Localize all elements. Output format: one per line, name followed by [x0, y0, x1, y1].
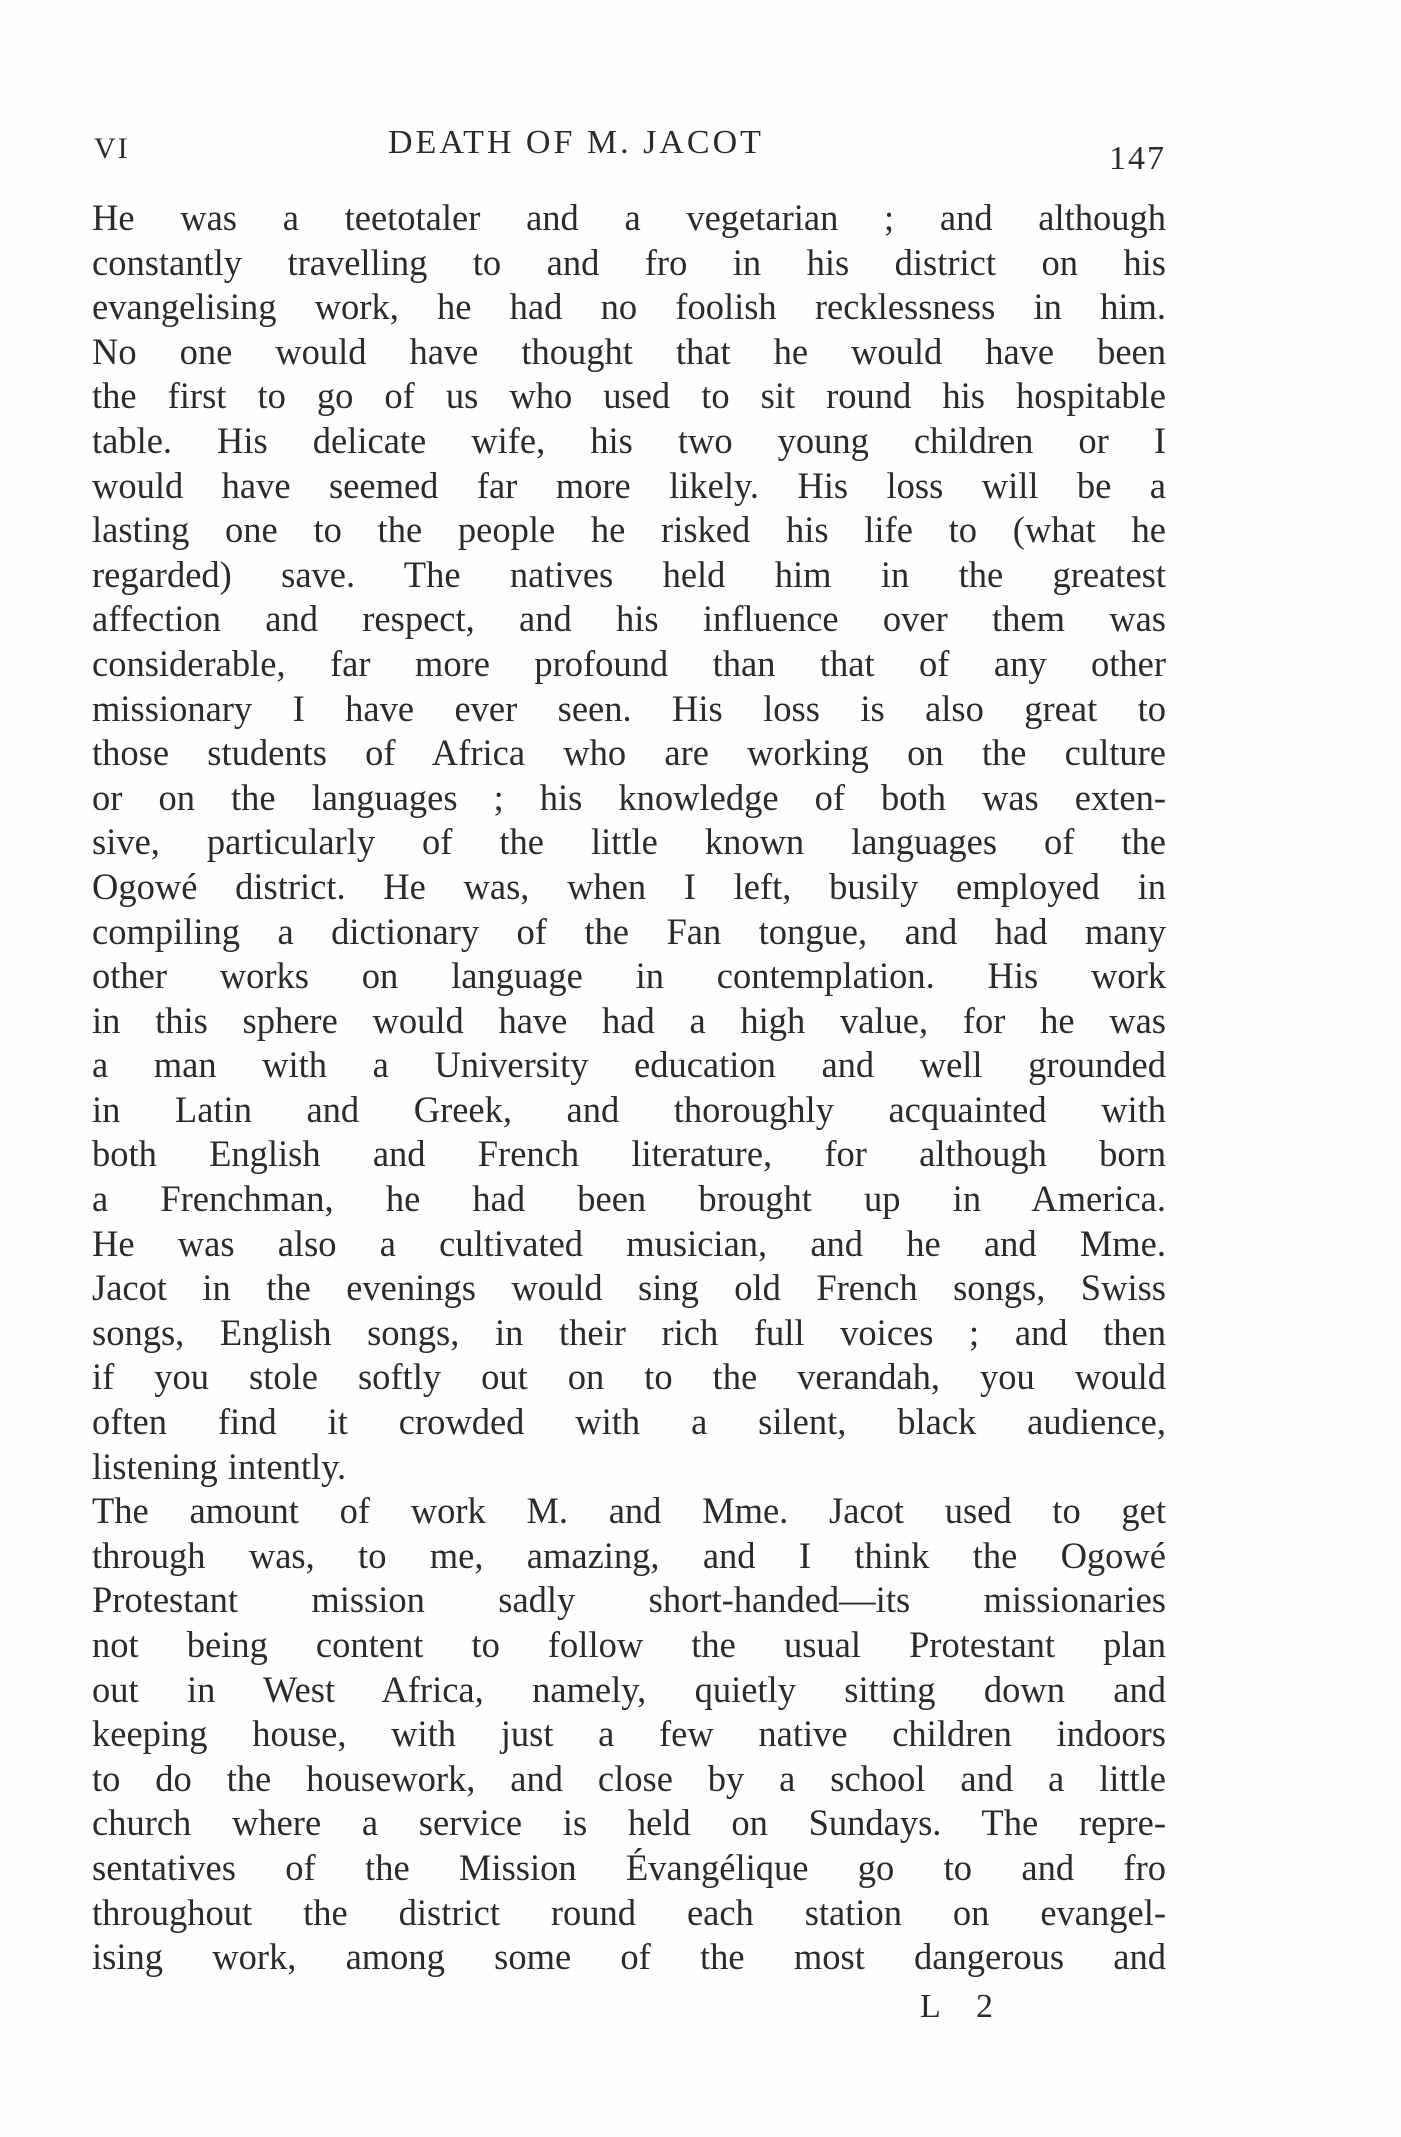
- chapter-title: DEATH OF M. JACOT: [388, 124, 764, 161]
- text-line: in this sphere would have had a high value, for he was: [92, 999, 1166, 1041]
- chapter-number: VI: [94, 132, 130, 165]
- text-line: evangelising work, he had no foolish recklessness in him.: [92, 286, 1166, 328]
- text-line: Protestant mission sadly short-handed—its missionaries: [92, 1579, 1166, 1621]
- text-line: ising work, among some of the most dangerous and: [92, 1936, 1166, 1978]
- text-line: the first to go of us who used to sit round his hospitable: [92, 375, 1166, 417]
- text-line: to do the housework, and close by a school and a little: [92, 1757, 1166, 1799]
- text-line: through was, to me, amazing, and I think the Ogowé: [92, 1534, 1166, 1576]
- text-line: out in West Africa, namely, quietly sitting down and: [92, 1668, 1166, 1710]
- text-line: in Latin and Greek, and thoroughly acquainted with: [92, 1088, 1166, 1130]
- text-line: a Frenchman, he had been brought up in America.: [92, 1178, 1166, 1220]
- text-line: regarded) save. The natives held him in the greatest: [92, 553, 1166, 595]
- text-line: missionary I have ever seen. His loss is also great to: [92, 687, 1166, 729]
- text-line: keeping house, with just a few native children indoors: [92, 1713, 1166, 1755]
- signature-mark: L 2: [920, 1988, 1008, 2025]
- body-text: [92, 196, 1166, 1980]
- text-line: compiling a dictionary of the Fan tongue, and had many: [92, 910, 1166, 952]
- text-line: a man with a University education and well grounded: [92, 1044, 1166, 1086]
- text-line: considerable, far more profound than that of any other: [92, 642, 1166, 684]
- text-line: He was also a cultivated musician, and he and Mme.: [92, 1222, 1166, 1264]
- text-line: other works on language in contemplation. His work: [92, 955, 1166, 997]
- text-line: constantly travelling to and fro in his district on his: [92, 241, 1166, 283]
- text-line: songs, English songs, in their rich full voices ; and then: [92, 1311, 1166, 1353]
- text-line: He was a teetotaler and a vegetarian ; and although: [92, 197, 1166, 238]
- text-line: affection and respect, and his influence over them was: [92, 598, 1166, 640]
- running-head: [94, 124, 1166, 184]
- text-line: if you stole softly out on to the verandah, you would: [92, 1356, 1166, 1398]
- text-line: sentatives of the Mission Évangélique go to and fro: [92, 1846, 1166, 1888]
- text-line: church where a service is held on Sundays. The repre-: [92, 1802, 1166, 1844]
- text-line: No one would have thought that he would have been: [92, 330, 1166, 372]
- text-line: or on the languages ; his knowledge of both was exten-: [92, 776, 1166, 818]
- text-line: would have seemed far more likely. His loss will be a: [92, 464, 1166, 506]
- text-line: those students of Africa who are working on the culture: [92, 732, 1166, 774]
- text-line: both English and French literature, for although born: [92, 1133, 1166, 1175]
- text-line: lasting one to the people he risked his life to (what he: [92, 509, 1166, 551]
- text-line: Jacot in the evenings would sing old French songs, Swiss: [92, 1267, 1166, 1309]
- text-line: not being content to follow the usual Protestant plan: [92, 1624, 1166, 1665]
- text-line: Ogowé district. He was, when I left, busily employed in: [92, 865, 1166, 907]
- paragraph-start-line: The amount of work M. and Mme. Jacot used to get: [92, 1490, 1166, 1532]
- text-line: sive, particularly of the little known languages of the: [92, 821, 1166, 863]
- paragraph-end-line: listening intently.: [92, 1445, 347, 1487]
- text-line: often find it crowded with a silent, black audience,: [92, 1401, 1166, 1443]
- text-line: table. His delicate wife, his two young children or I: [92, 419, 1166, 461]
- page-number: 147: [1109, 140, 1166, 177]
- text-line: throughout the district round each station on evangel-: [92, 1891, 1166, 1933]
